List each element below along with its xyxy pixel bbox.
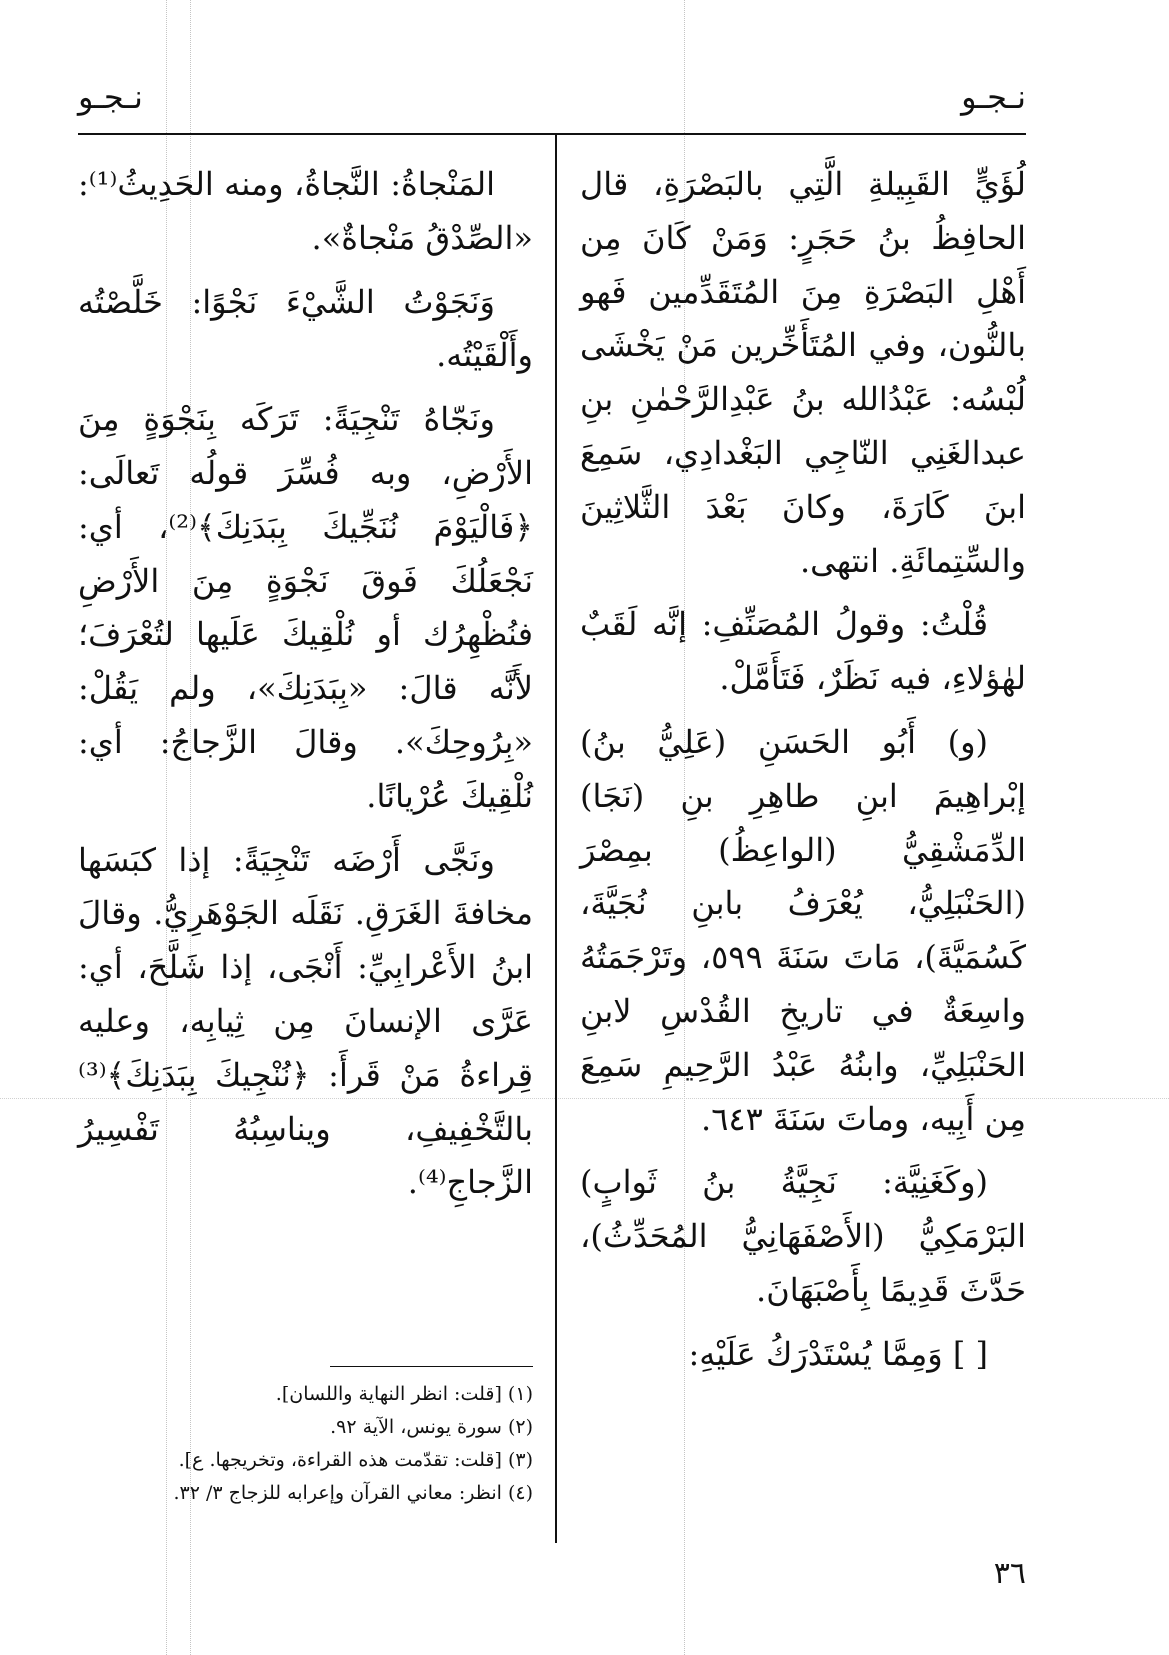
right-column [580,158,1026,1392]
paragraph: ونَجَّى أَرْضَه تَنْجِيَةً: إذا كبَسَها مخافةَ الغَرَقِ. نَقَلَه الجَوْهَرِيُّ. وقالَ ابنُ الأَعْرابِيِّ: أَنْجَى، إذا شَلَّحَ، أي: عَرَّى الإنسانَ مِن ثِيابِه، وعليه قِراءةُ مَنْ قَرأَ: ﴿نُنْجِيكَ بِبَدَنِكَ﴾⁽³⁾ بالتَّخْفِيفِ، ويناسِبُهُ تَفْسِيرُ الزَّجاجِ⁽⁴⁾. [78,840,533,1202]
footnote-rule [330,1366,533,1367]
paragraph: ونَجّاهُ تَنْجِيَةً: تَرَكَه بِنَجْوَةٍ مِنَ الأَرْضِ، وبه فُسِّرَ قولُه تَعالَى: ﴿فَالْيَوْمَ نُنَجِّيكَ بِبَدَنِكَ﴾⁽²⁾، أي: نَجْعَلُكَ فَوقَ نَجْوَةٍ مِنَ الأَرْضِ فنُظْهِرُك أو نُلْقِيكَ عَلَيها لتُعْرَفَ؛ لأَنَّه قالَ: «بِبَدَنِكَ»، ولم يَقُلْ: «بِرُوحِكَ». وقالَ الزَّجاجُ: أي: نُلْقِيكَ عُرْيانًا. [78,400,533,815]
footnotes [78,1378,533,1510]
footnote: (٢) سورة يونس، الآية ٩٢. [330,1416,533,1438]
paragraph: [ ] وَمِمَّا يُسْتَدْرَكُ عَلَيْهِ: [688,1334,988,1373]
footnote: (١) [قلت: انظر النهاية واللسان]. [275,1383,533,1405]
column-divider [555,133,557,1543]
paragraph: (و) أَبُو الحَسَنِ (عَلِيُّ بنُ) إبْراهِيمَ ابنِ طاهِرِ بنِ (نَجَا) الدِّمَشْقِيُّ (الواعِظُ) بمِصْرَ (الحَنْبَلِيُّ، يُعْرَفُ بابنِ نُجَيَّةَ، كَسُمَيَّةَ)، مَاتَ سَنَةَ ٥٩٩، وتَرْجَمَتُهُ واسِعَةٌ في تاريخِ القُدْسِ لابنِ الحَنْبَلِيِّ، وابنُهُ عَبْدُ الرَّحِيمِ سَمِعَ مِن أَبِيه، وماتَ سَنَةَ ٦٤٣. [580,722,1027,1138]
paragraph: المَنْجاةُ: النَّجاةُ، ومنه الحَدِيثُ⁽¹⁾: «الصِّدْقُ مَنْجاةٌ». [78,165,533,257]
page-number: ٣٦ [993,1556,1026,1591]
paragraph: وَنَجَوْتُ الشَّيْءَ نَجْوًا: خَلَّصْتُه وأَلْقَيْتُه. [78,282,533,375]
footnote: (٤) انظر: معاني القرآن وإعرابه للزجاج ٣/ ٣٢. [173,1482,533,1504]
paragraph: لُؤَيٍّ القَبِيلةِ الَّتِي بالبَصْرَةِ، قال الحافِظُ بنُ حَجَرٍ: وَمَنْ كَانَ مِن أَهْلِ البَصْرَةِ مِنَ المُتَقَدِّمين فَهو بالنُّون، وفي المُتَأَخِّرين مَنْ يَخْشَى لُبْسُه: عَبْدُالله بنُ عَبْدِالرَّحْمٰنِ بنِ عبدالغَنِي النّاجِي البَغْدادِي، سَمِعَ ابنَ كَارَةَ، وكانَ بَعْدَ الثَّلاثِينَ والسِّتِمائَةِ. انتهى. [580,165,1026,580]
header-rule [78,133,1026,135]
running-head-left: نـجـو [78,78,143,116]
left-column [78,158,533,1220]
running-head-right: نـجـو [961,78,1026,116]
paragraph: قُلْتُ: وقولُ المُصَنِّفِ: إنَّه لَقَبٌ لهٰؤلاءِ، فيه نَظَرٌ، فَتَأَمَّلْ. [580,605,1026,698]
paragraph: (وكَغَنِيَّة: نَجِيَّةُ بنُ ثَوابٍ) البَرْمَكِيُّ (الأَصْفَهَانِيُّ المُحَدِّثُ)، حَدَّثَ قَدِيمًا بِأَصْبَهَانَ. [580,1163,1026,1309]
footnote: (٣) [قلت: تقدّمت هذه القراءة، وتخريجها. ع]. [178,1449,533,1471]
